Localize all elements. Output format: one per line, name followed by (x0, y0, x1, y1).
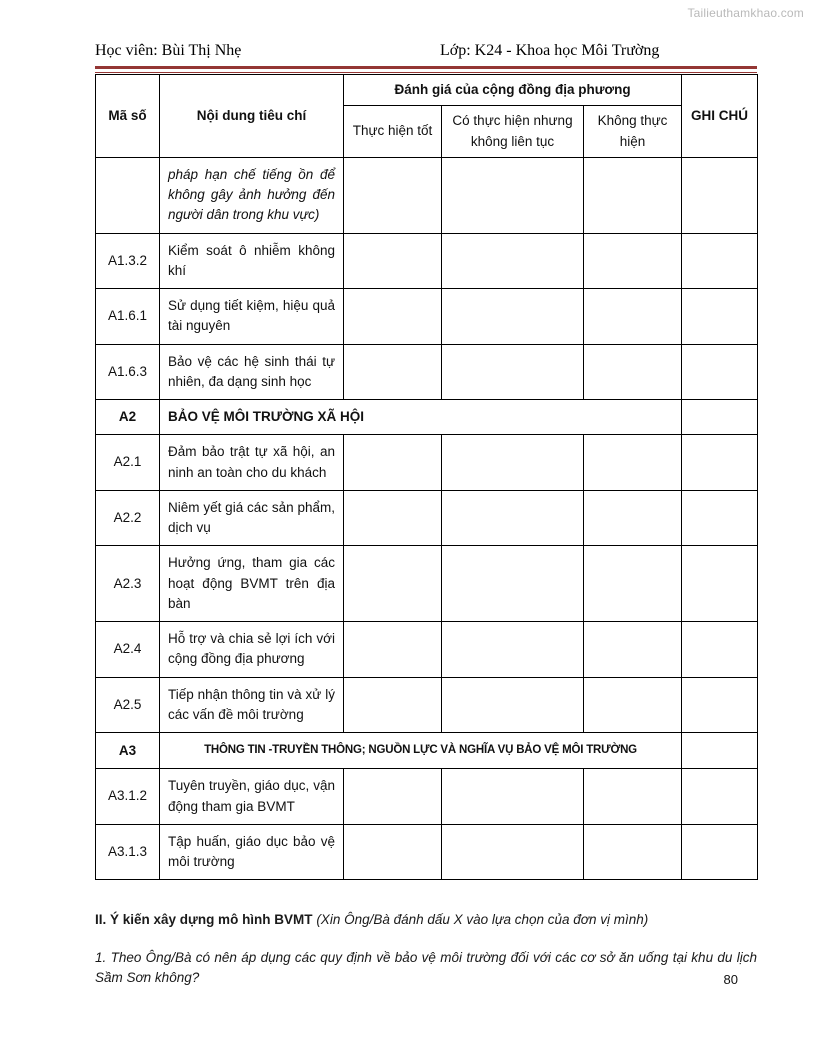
header-cell-eval-good: Thực hiện tốt (344, 106, 442, 158)
table-row (96, 769, 758, 825)
criteria-content-cell: Hỗ trợ và chia sẻ lợi ích với cộng đồng địa phương (160, 622, 344, 678)
page-content (95, 42, 757, 988)
eval-cell-good (344, 157, 442, 233)
row-code-cell: A3.1.3 (96, 824, 160, 880)
row-code-cell: A1.6.3 (96, 344, 160, 400)
table-row (96, 344, 758, 400)
note-cell (682, 233, 758, 289)
eval-cell-none (584, 344, 682, 400)
eval-cell-none (584, 769, 682, 825)
header-cell-eval-group: Đánh giá của cộng đồng địa phương (344, 75, 682, 106)
table-header (96, 75, 758, 158)
header-student-name: Học viên: Bùi Thị Nhẹ (95, 42, 242, 59)
section-title-cell: THÔNG TIN -TRUYỀN THÔNG; NGUỒN LỰC VÀ NGHĨA VỤ BẢO VỆ MÔI TRƯỜNG (160, 733, 682, 769)
note-cell (682, 546, 758, 622)
row-code-cell: A2.4 (96, 622, 160, 678)
header-cell-eval-none: Không thực hiện (584, 106, 682, 158)
eval-cell-good (344, 622, 442, 678)
row-code-cell: A1.6.1 (96, 289, 160, 345)
table-row (96, 157, 758, 233)
row-code-cell: A3.1.2 (96, 769, 160, 825)
eval-cell-none (584, 289, 682, 345)
eval-cell-none (584, 435, 682, 491)
row-code-cell: A2 (96, 400, 160, 435)
criteria-content-cell: Bảo vệ các hệ sinh thái tự nhiên, đa dạng sinh học (160, 344, 344, 400)
question-1: 1. Theo Ông/Bà có nên áp dụng các quy định về bảo vệ môi trường đối với các cơ sở ăn uống tại khu du lịch Sầm Sơn không? (95, 949, 757, 985)
note-cell (682, 344, 758, 400)
criteria-content-cell: Hưởng ứng, tham gia các hoạt động BVMT trên địa bàn (160, 546, 344, 622)
note-cell (682, 400, 758, 435)
header-rule (95, 66, 757, 73)
eval-cell-good (344, 344, 442, 400)
header-cell-note: GHI CHÚ (682, 75, 758, 158)
eval-cell-partial (442, 824, 584, 880)
note-cell (682, 769, 758, 825)
eval-cell-none (584, 157, 682, 233)
row-code-cell: A2.2 (96, 490, 160, 546)
table-row (96, 289, 758, 345)
eval-cell-partial (442, 435, 584, 491)
below-table-text (95, 910, 757, 988)
eval-cell-good (344, 546, 442, 622)
eval-cell-good (344, 677, 442, 733)
criteria-content-cell: Tập huấn, giáo dục bảo vệ môi trường (160, 824, 344, 880)
watermark: Tailieuthamkhao.com (687, 6, 804, 20)
header-cell-content: Nội dung tiêu chí (160, 75, 344, 158)
criteria-content-cell: Niêm yết giá các sản phẩm, dịch vụ (160, 490, 344, 546)
criteria-content-cell: Tuyên truyền, giáo dục, vận động tham gia BVMT (160, 769, 344, 825)
header-cell-eval-partial: Có thực hiện nhưng không liên tục (442, 106, 584, 158)
note-cell (682, 435, 758, 491)
section-row-a3 (96, 733, 758, 769)
table-row (96, 622, 758, 678)
eval-cell-good (344, 490, 442, 546)
row-code-cell (96, 157, 160, 233)
eval-cell-none (584, 233, 682, 289)
eval-cell-partial (442, 622, 584, 678)
eval-cell-none (584, 622, 682, 678)
eval-cell-none (584, 546, 682, 622)
note-cell (682, 289, 758, 345)
row-code-cell: A2.5 (96, 677, 160, 733)
page-header (95, 42, 757, 64)
eval-cell-partial (442, 157, 584, 233)
eval-cell-none (584, 824, 682, 880)
eval-cell-partial (442, 677, 584, 733)
note-cell (682, 622, 758, 678)
criteria-content-cell: Đảm bảo trật tự xã hội, an ninh an toàn cho du khách (160, 435, 344, 491)
eval-cell-good (344, 233, 442, 289)
eval-cell-partial (442, 233, 584, 289)
eval-cell-partial (442, 344, 584, 400)
section-row-a2 (96, 400, 758, 435)
note-cell (682, 157, 758, 233)
row-code-cell: A3 (96, 733, 160, 769)
criteria-content-cell: Tiếp nhận thông tin và xử lý các vấn đề môi trường (160, 677, 344, 733)
table-row (96, 490, 758, 546)
row-code-cell: A1.3.2 (96, 233, 160, 289)
eval-cell-partial (442, 490, 584, 546)
eval-cell-good (344, 824, 442, 880)
table-row (96, 435, 758, 491)
criteria-content-cell: Kiểm soát ô nhiễm không khí (160, 233, 344, 289)
table-row (96, 233, 758, 289)
eval-cell-good (344, 289, 442, 345)
section-ii-heading (95, 910, 757, 930)
eval-cell-partial (442, 769, 584, 825)
section-ii-title: II. Ý kiến xây dựng mô hình BVMT (95, 912, 313, 928)
header-class-name: Lớp: K24 - Khoa học Môi Trường (440, 42, 660, 59)
criteria-content-cell: pháp hạn chế tiếng ồn để không gây ảnh hưởng đến người dân trong khu vực) (160, 157, 344, 233)
note-cell (682, 824, 758, 880)
page-number: 80 (723, 972, 738, 987)
note-cell (682, 733, 758, 769)
section-ii-note: (Xin Ông/Bà đánh dấu X vào lựa chọn của đơn vị mình) (312, 912, 649, 928)
table-row (96, 546, 758, 622)
eval-cell-none (584, 490, 682, 546)
criteria-content-cell: Sử dụng tiết kiệm, hiệu quả tài nguyên (160, 289, 344, 345)
row-code-cell: A2.3 (96, 546, 160, 622)
eval-cell-good (344, 769, 442, 825)
table-row (96, 677, 758, 733)
eval-cell-partial (442, 546, 584, 622)
eval-cell-good (344, 435, 442, 491)
header-cell-code: Mã số (96, 75, 160, 158)
row-code-cell: A2.1 (96, 435, 160, 491)
eval-cell-partial (442, 289, 584, 345)
criteria-table (95, 74, 758, 880)
table-row (96, 824, 758, 880)
section-title-cell: BẢO VỆ MÔI TRƯỜNG XÃ HỘI (160, 400, 682, 435)
eval-cell-none (584, 677, 682, 733)
note-cell (682, 677, 758, 733)
note-cell (682, 490, 758, 546)
